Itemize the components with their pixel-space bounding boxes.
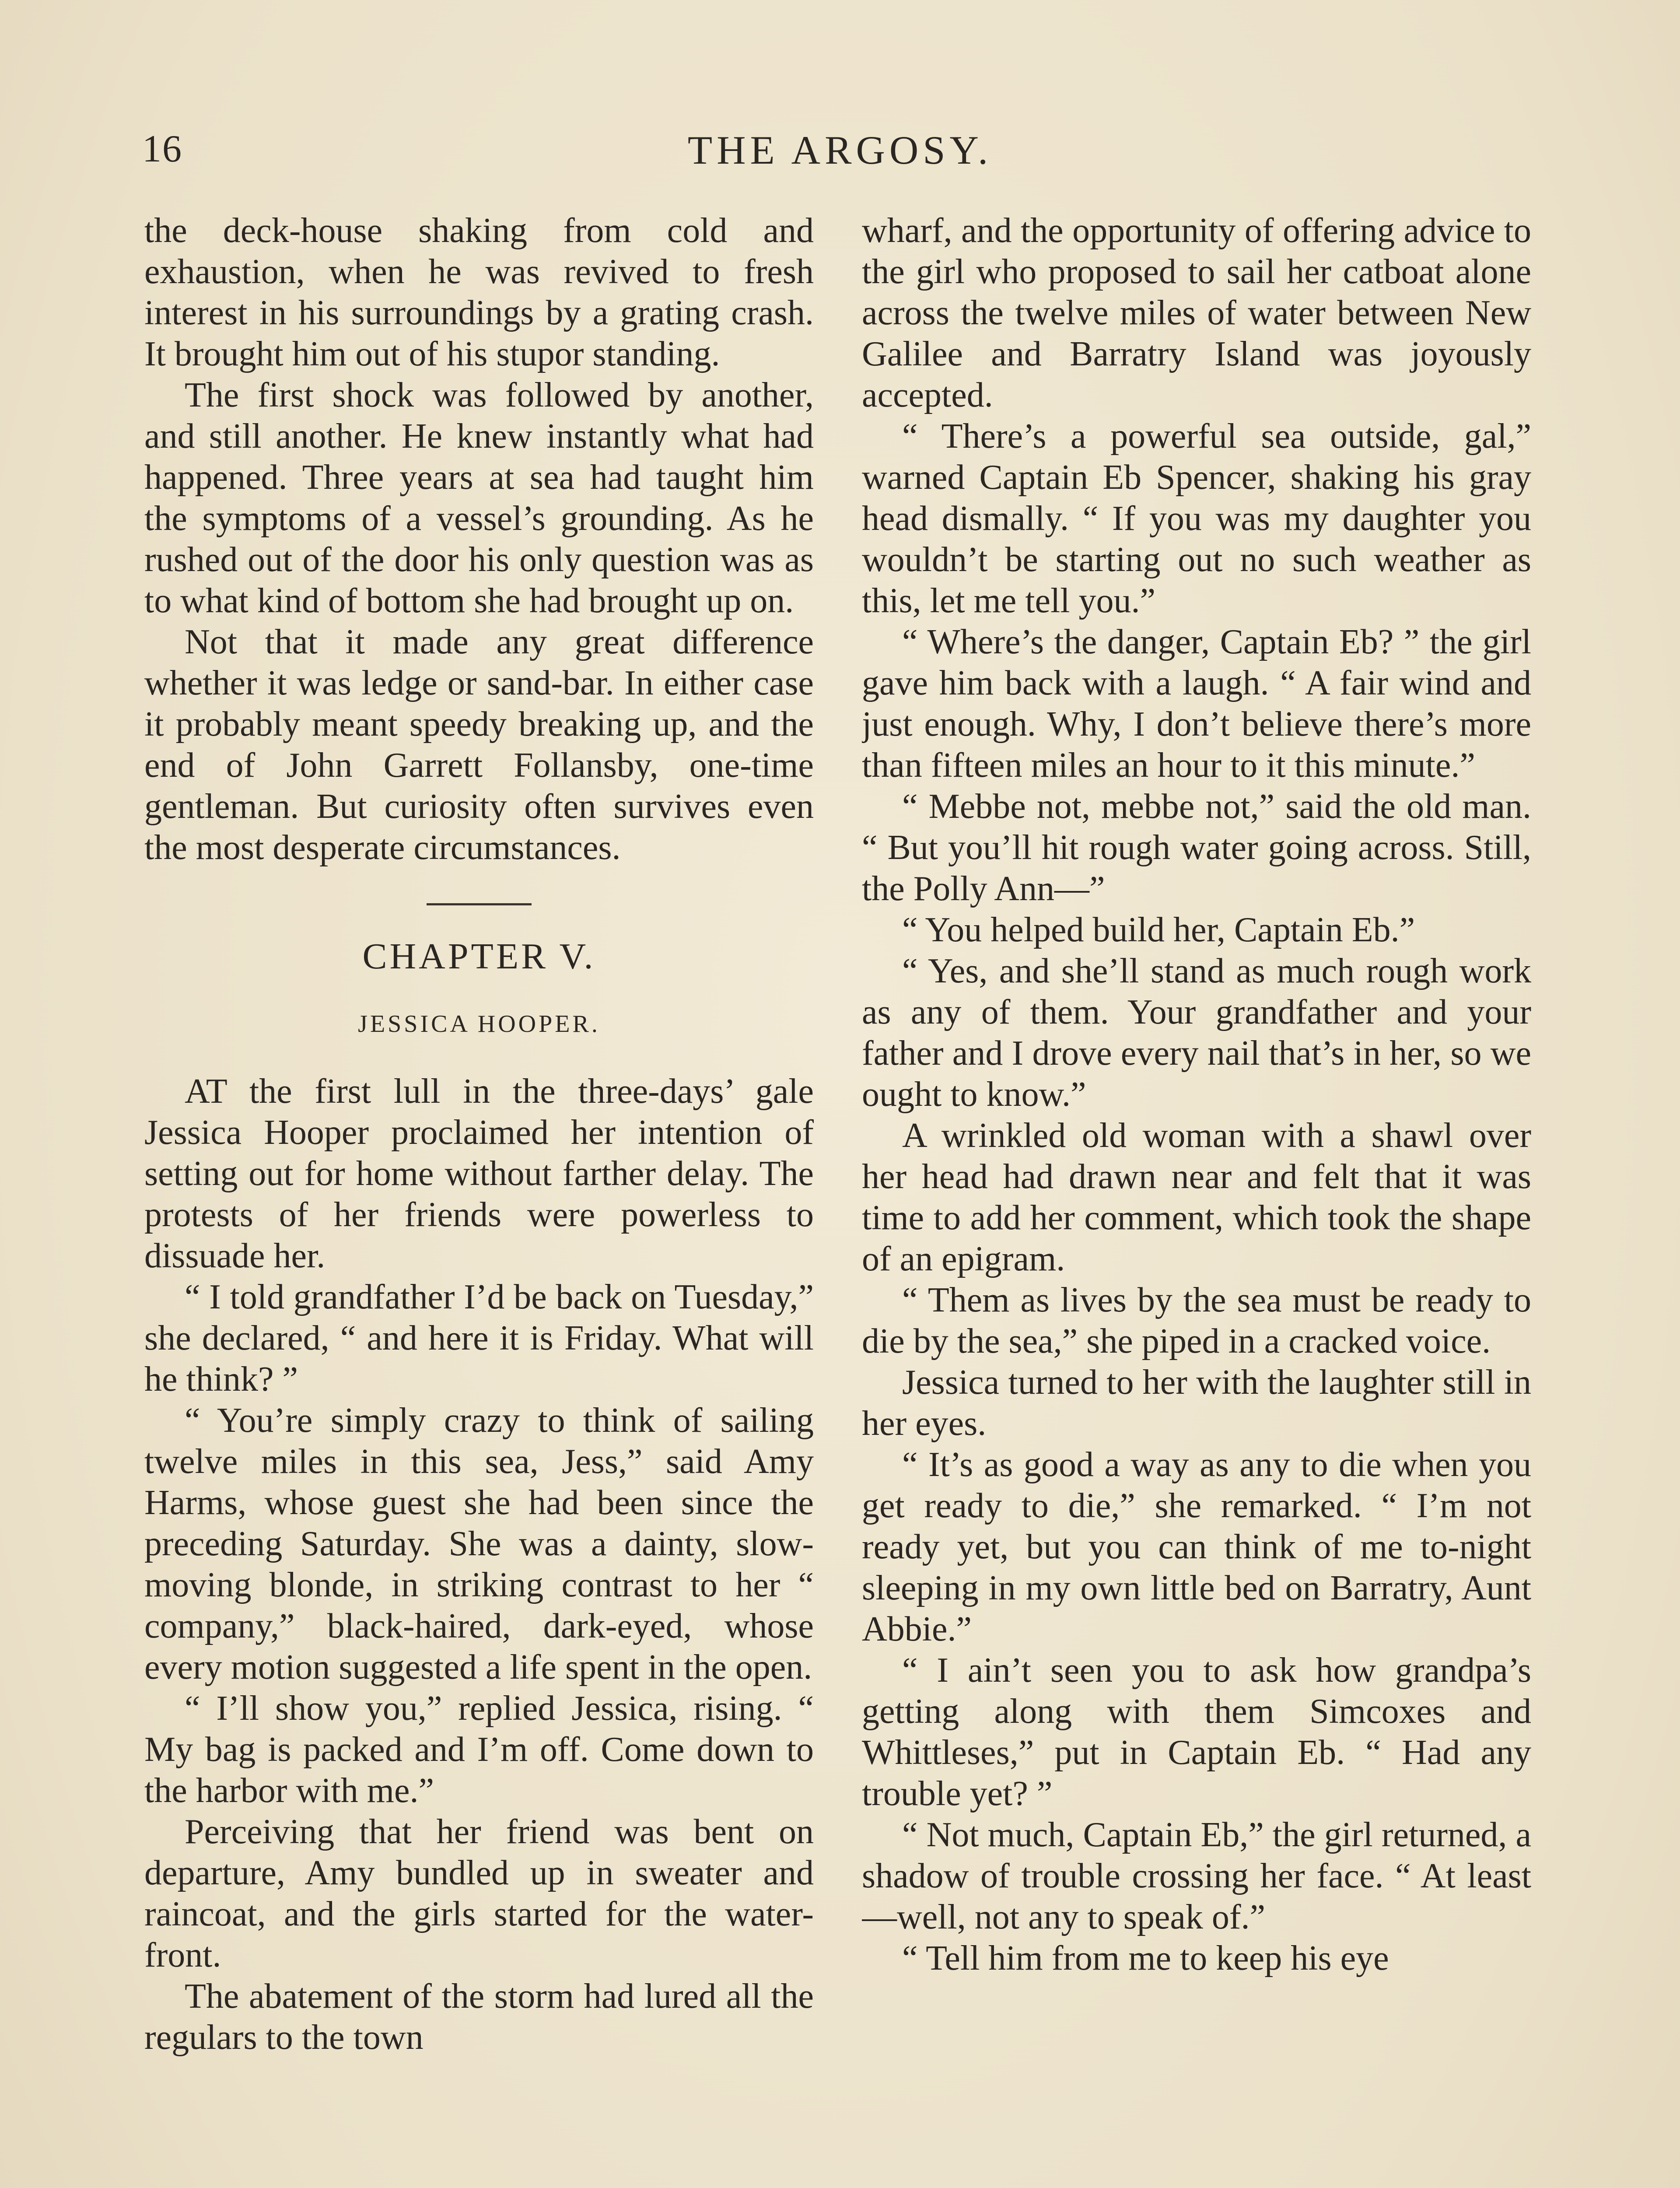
- paragraph: AT the first lull in the three-days’ gale Jessica Hooper proclaimed her intention of setting out for home without farther delay. The protests of her friends were powerless to dissuade her.: [144, 1072, 814, 1275]
- paragraph: A wrinkled old woman with a shawl over her head had drawn near and felt that it was time to add her comment, which took the shape of an epigram.: [862, 1116, 1531, 1278]
- paragraph: “ There’s a powerful sea outside, gal,” warned Captain Eb Spencer, shaking his gray head dismally. “ If you was my daughter you wouldn’t be starting out no such weather as this, let me tell you.”: [862, 417, 1531, 620]
- paragraph: “ It’s as good a way as any to die when you get ready to die,” she remarked. “ I’m not ready yet, but you can think of me to-night sleeping in my own little bed on Barratry, Aunt Abbie.”: [862, 1445, 1531, 1648]
- paragraph: “ I told grandfather I’d be back on Tuesday,” she declared, “ and here it is Friday. What will he think? ”: [144, 1278, 814, 1399]
- chapter-title: JESSICA HOOPER.: [358, 1010, 600, 1038]
- paragraph: Not that it made any great difference whether it was ledge or sand-bar. In either case it probably meant speedy breaking up, and the end of John Garrett Follansby, one-time gentleman. But curiosity often survives even the most desperate circumstances.: [144, 623, 814, 867]
- paragraph: Jessica turned to her with the laughter still in her eyes.: [862, 1363, 1531, 1443]
- paragraph: “ Where’s the danger, Captain Eb? ” the girl gave him back with a laugh. “ A fair wind and just enough. Why, I don’t believe there’s more than fifteen miles an hour to it this minute.”: [862, 623, 1531, 785]
- paragraph: The abatement of the storm had lured all the regulars to the town: [144, 1977, 814, 2057]
- paragraph: “ Yes, and she’ll stand as much rough work as any of them. Your grandfather and your father and I drove every nail that’s in her, so we ought to know.”: [862, 952, 1531, 1114]
- paragraph: “ You’re simply crazy to think of sailing twelve miles in this sea, Jess,” said Amy Harms, whose guest she had been since the preceding Saturday. She was a dainty, slow-moving blonde, in striking contrast to her “ company,” black-haired, dark-eyed, whose every motion suggested a life spent in the open.: [144, 1401, 814, 1687]
- paragraph: “ You helped build her, Captain Eb.”: [902, 911, 1415, 949]
- page-number: 16: [142, 128, 182, 170]
- right-column: [862, 210, 1531, 2188]
- paragraph: wharf, and the opportunity of offering advice to the girl who proposed to sail her catboat alone across the twelve miles of water between New Galilee and Barratry Island was joyously accepted.: [862, 211, 1531, 414]
- paragraph: “ Not much, Captain Eb,” the girl returned, a shadow of trouble crossing her face. “ At least—well, not any to speak of.”: [862, 1816, 1531, 1936]
- paragraph: “ I’ll show you,” replied Jessica, rising. “ My bag is packed and I’m off. Come down to the harbor with me.”: [144, 1689, 814, 1810]
- left-column: [144, 210, 814, 2188]
- chapter-heading: CHAPTER V.: [362, 936, 596, 977]
- paragraph: the deck-house shaking from cold and exhaustion, when he was revived to fresh interest in his surroundings by a grating crash. It brought him out of his stupor standing.: [144, 211, 814, 373]
- paragraph: “ I ain’t seen you to ask how grandpa’s getting along with them Simcoxes and Whittleses,” put in Captain Eb. “ Had any trouble yet? ”: [862, 1651, 1531, 1813]
- running-head: THE ARGOSY.: [687, 128, 993, 172]
- section-divider: [427, 903, 532, 905]
- paragraph: “ Mebbe not, mebbe not,” said the old man. “ But you’ll hit rough water going across. Still, the Polly Ann—”: [862, 787, 1531, 908]
- paragraph: Perceiving that her friend was bent on departure, Amy bundled up in sweater and raincoat, and the girls started for the water-front.: [144, 1813, 814, 1974]
- paragraph: “ Them as lives by the sea must be ready to die by the sea,” she piped in a cracked voice.: [862, 1281, 1531, 1360]
- paragraph: The first shock was followed by another, and still another. He knew instantly what had happened. Three years at sea had taught him the symptoms of a vessel’s grounding. As he rushed out of the door his only question was as to what kind of bottom she had brought up on.: [144, 376, 814, 620]
- paragraph: “ Tell him from me to keep his eye: [902, 1939, 1389, 1978]
